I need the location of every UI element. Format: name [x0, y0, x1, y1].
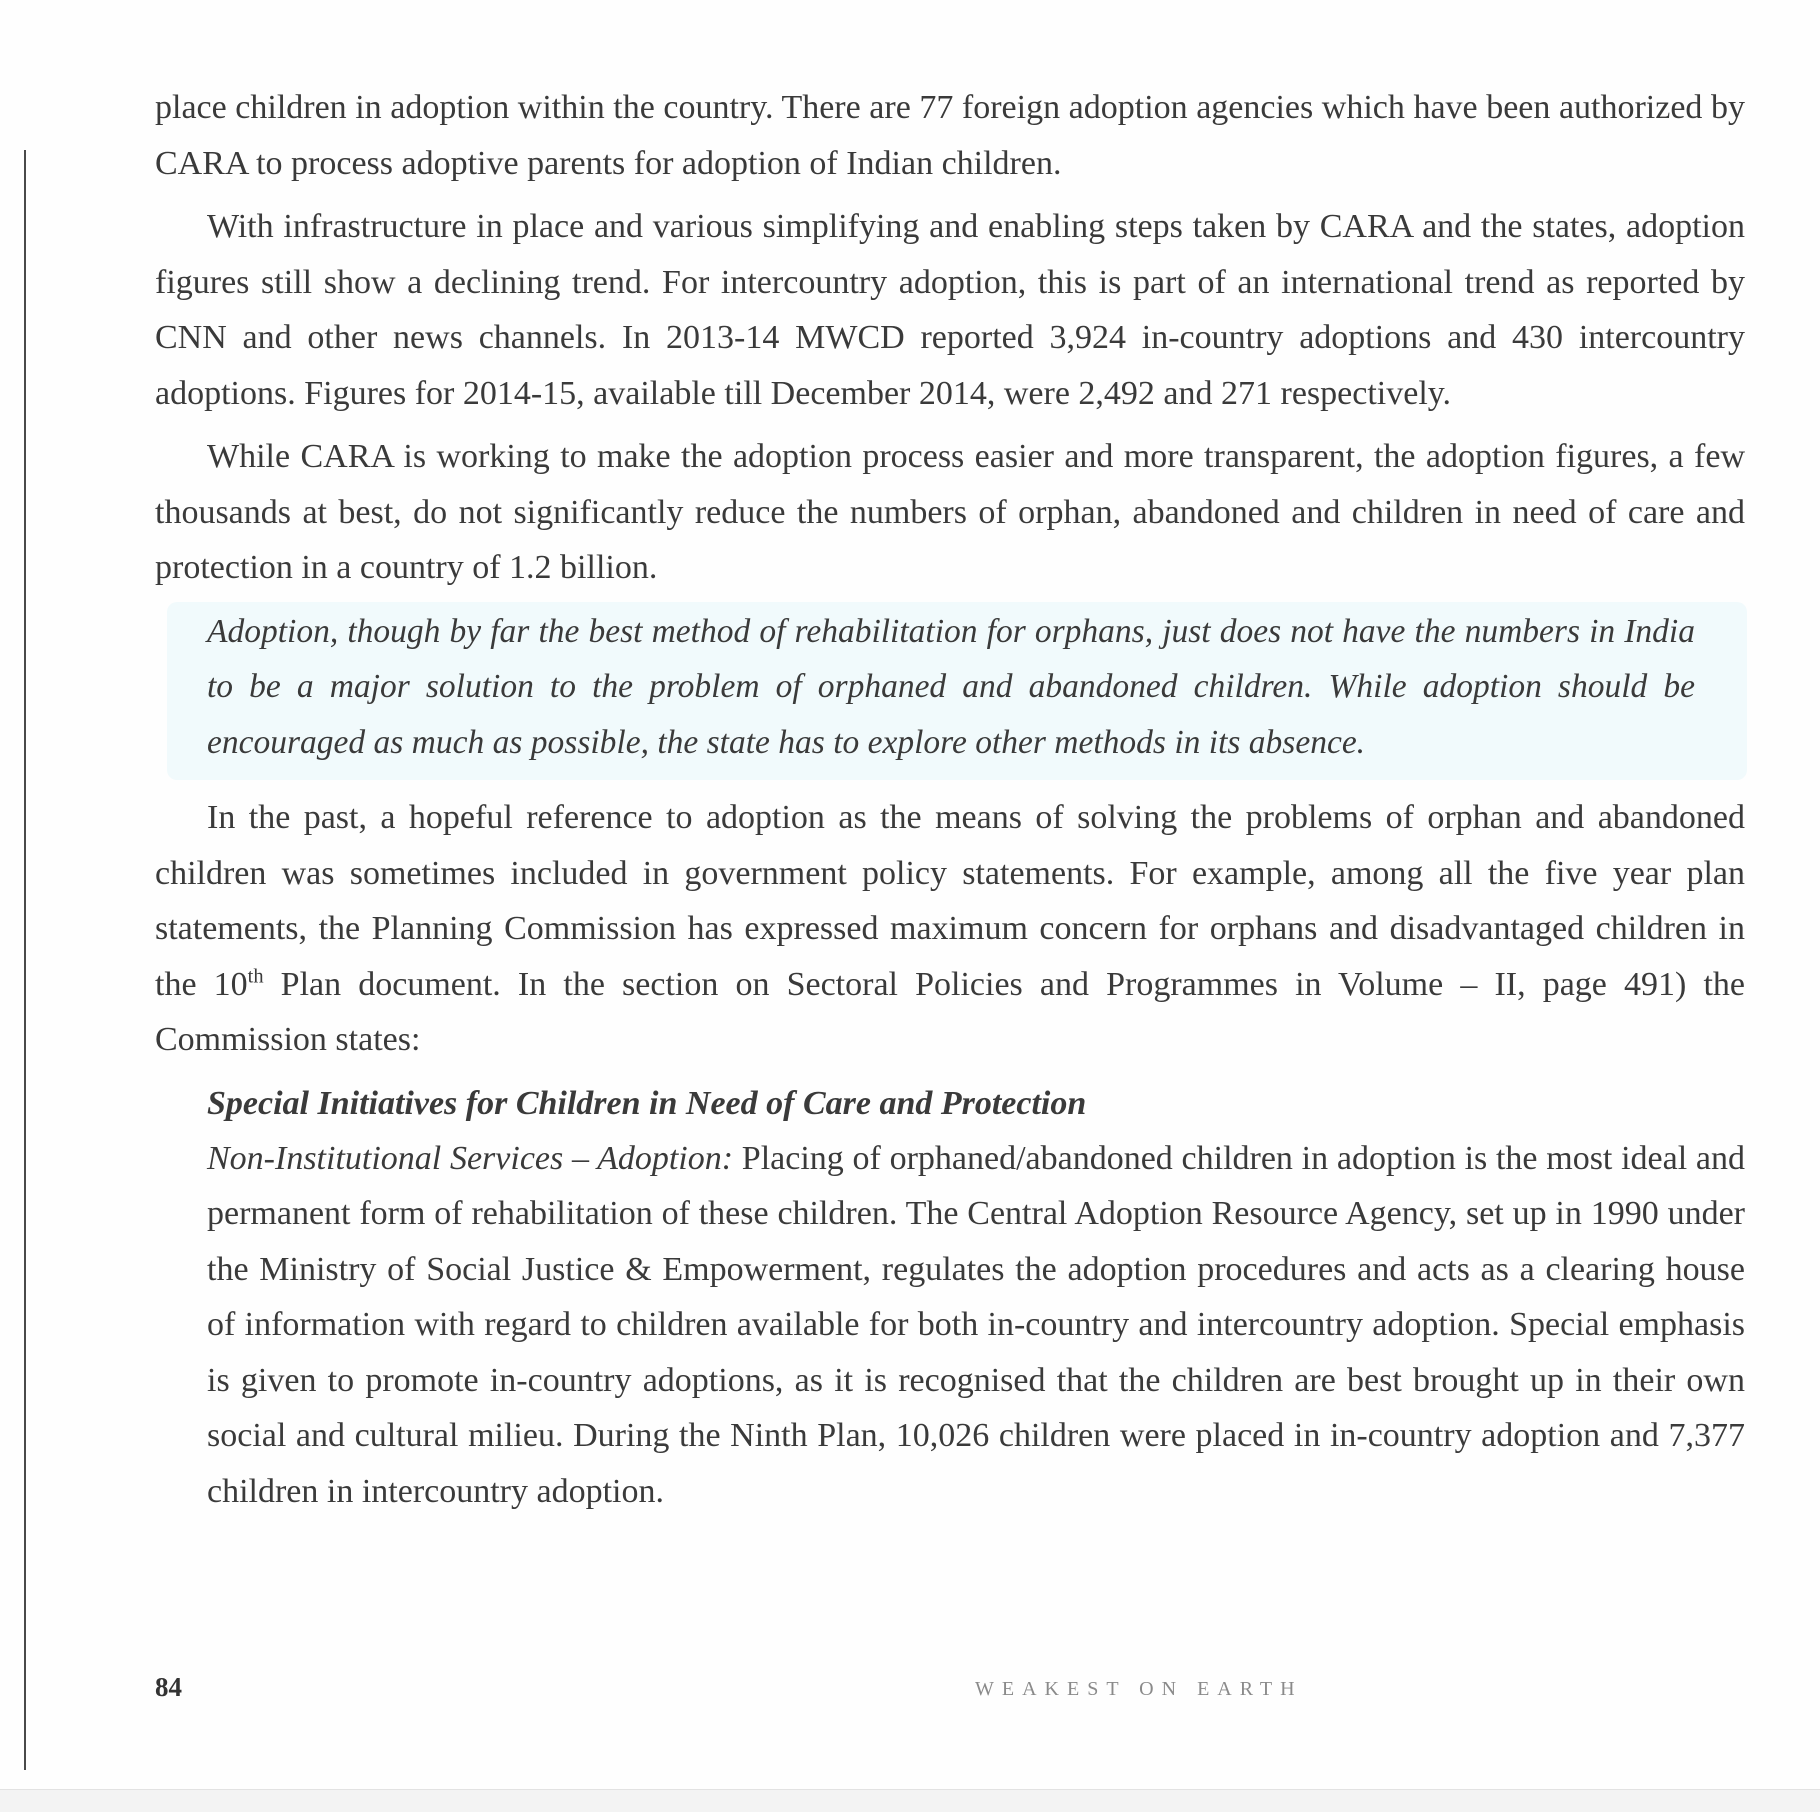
paragraph-4 — [155, 790, 1745, 1068]
paragraph-1: place children in adoption within the country. There are 77 foreign adoption agencies which have been authorized by CARA to process adoptive parents for adoption of Indian children. — [155, 89, 1745, 182]
pull-quote-text: Adoption, though by far the best method of rehabilitation for orphans, just does not have the numbers in India to be a major solution to the problem of orphaned and abandoned children. While adoption should be encouraged as much as possible, the state has to explore other methods in its absence. — [207, 612, 1695, 761]
extract-body — [207, 1131, 1745, 1520]
scan-bottom-edge — [0, 1789, 1820, 1812]
extract-heading: Special Initiatives for Children in Need of Care and Protection — [207, 1084, 1087, 1122]
page-body — [155, 80, 1745, 1519]
paragraph-2: With infrastructure in place and various simplifying and enabling steps taken by CARA and the states, adoption figures still show a declining trend. For intercountry adoption, this is part of an international trend as reported by CNN and other news channels. In 2013-14 MWCD reported 3,924 in-country adoptions and 430 intercountry adoptions. Figures for 2014-15, available till December 2014, were 2,492 and 271 respectively. — [155, 208, 1745, 412]
page-edge-rule — [24, 150, 26, 1770]
paragraph-4-text-a: In the past, a hopeful reference to adoption as the means of solving the problems of orphan and abandoned children was sometimes included in government policy statements. For example, among all the five year plan statements, the Planning Commission has expressed maximum concern for orphans and disadvantaged children in the 10 — [155, 799, 1745, 1003]
plan-extract — [207, 1076, 1745, 1520]
paragraph-3: While CARA is working to make the adoption process easier and more transparent, the adoption figures, a few thousands at best, do not significantly reduce the numbers of orphan, abandoned and children in need of care and protection in a country of 1.2 billion. — [155, 438, 1745, 586]
paragraph-gap — [155, 191, 1745, 199]
extract-lead: Non-Institutional Services – Adoption: — [207, 1139, 734, 1177]
page-number: 84 — [155, 1672, 182, 1702]
ordinal-superscript: th — [247, 965, 264, 988]
pull-quote-box — [167, 602, 1747, 781]
paragraph-gap — [155, 421, 1745, 429]
running-title: WEAKEST ON EARTH — [975, 1678, 1303, 1700]
paragraph-4-text-b: Plan document. In the section on Sectoral Policies and Programmes in Volume – II, page 491) the Commission states: — [155, 965, 1745, 1058]
page-footer — [155, 1672, 1745, 1712]
extract-text: Placing of orphaned/abandoned children in adoption is the most ideal and permanent form of rehabilitation of these children. The Central Adoption Resource Agency, set up in 1990 under the Ministry of Social Justice & Empowerment, regulates the adoption procedures and acts as a clearing house of information with regard to children available for both in-country and intercountry adoption. Special emphasis is given to promote in-country adoptions, as it is recognised that the children are best brought up in their own social and cultural milieu. During the Ninth Plan, 10,026 children were placed in in-country adoption and 7,377 children in intercountry adoption. — [207, 1139, 1746, 1510]
